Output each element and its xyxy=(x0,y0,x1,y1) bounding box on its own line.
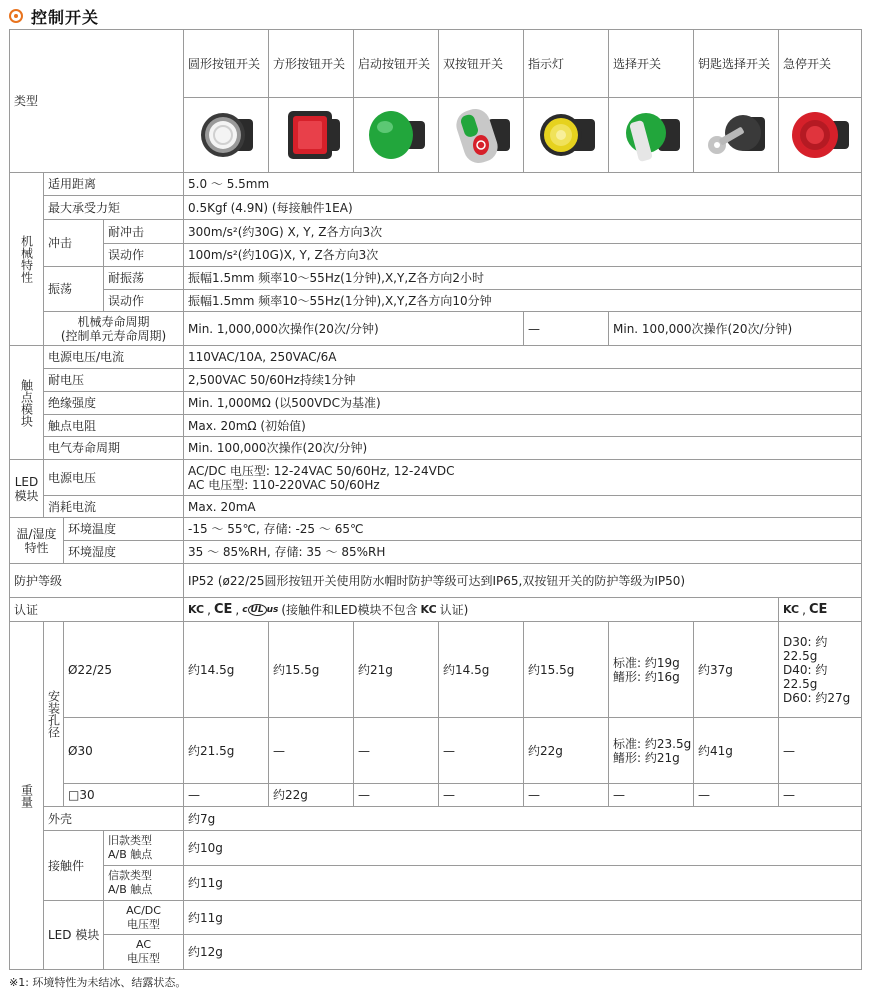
led-power-value: AC/DC 电压型: 12-24VAC 50/60Hz, 12-24VDC AC 电压型: 110-220VAC 50/60Hz xyxy=(184,460,862,496)
mount-group-label: 安装孔径 xyxy=(44,622,64,807)
mech-life-value: Min. 1,000,000次操作(20次/分钟) xyxy=(184,312,524,346)
weight-cell: — xyxy=(439,718,524,784)
protection-value: IP52 (ø22/25圆形按钮开关使用防水帽时防护等级可达到IP65,双按钮开关的防护等级为IP50) xyxy=(184,564,862,598)
cert-value-estop: KC , CE xyxy=(779,598,862,622)
resistance-label: 触点电阻 xyxy=(44,415,184,437)
led-group-label: LED 模块 xyxy=(10,460,44,518)
selector-switch-icon xyxy=(609,98,694,173)
emergency-stop-icon xyxy=(779,98,862,173)
new-contact-label: 信款类型 A/B 触点 xyxy=(104,866,184,901)
sq30-label: □30 xyxy=(64,784,184,807)
type-col-header: 急停开关 xyxy=(779,30,862,98)
ac-label: AC 电压型 xyxy=(104,935,184,970)
weight-cell: 约37g xyxy=(694,622,779,718)
contact-power-label: 电源电压/电流 xyxy=(44,346,184,369)
square-pushbutton-icon xyxy=(269,98,354,173)
weight-cell: — xyxy=(779,784,862,807)
dual-pushbutton-icon xyxy=(439,98,524,173)
insulation-label: 绝缘强度 xyxy=(44,392,184,415)
weight-cell: 约14.5g xyxy=(184,622,269,718)
page-title: 控制开关 xyxy=(31,7,100,27)
weight-cell: — xyxy=(354,718,439,784)
weight-cell: 约15.5g xyxy=(269,622,354,718)
footnote: ※1: 环境特性为未结冰、结露状态。 xyxy=(9,976,187,989)
type-col-header: 圆形按钮开关 xyxy=(184,30,269,98)
shock-mis-label: 误动作 xyxy=(104,244,184,267)
acdc-label: AC/DC 电压型 xyxy=(104,901,184,935)
distance-label: 适用距离 xyxy=(44,173,184,196)
weight-cell: 约21g xyxy=(354,622,439,718)
cert-value: KC , CE , c UL us (接触件和LED模块不包含 KC 认证) xyxy=(184,598,779,622)
new-contact-value: 约11g xyxy=(184,866,862,901)
weight-cell: — xyxy=(609,784,694,807)
target-bullet-icon xyxy=(9,9,23,23)
cert-note: (接触件和LED模块不包含 xyxy=(281,602,418,617)
type-row-label: 类型 xyxy=(10,30,184,173)
force-value: 0.5Kgf (4.9N) (每接触件1EA) xyxy=(184,196,862,220)
kc-mark-icon: KC xyxy=(783,602,800,616)
protection-label: 防护等级 xyxy=(10,564,184,598)
weight-cell: 约22g xyxy=(269,784,354,807)
mech-life-label: 机械寿命周期 (控制单元寿命周期) xyxy=(44,312,184,346)
shock-endure-value: 300m/s²(约30G) X, Y, Z各方向3次 xyxy=(184,220,862,244)
old-contact-label: 旧款类型 A/B 触点 xyxy=(104,831,184,866)
type-col-header: 指示灯 xyxy=(524,30,609,98)
contact-power-value: 110VAC/10A, 250VAC/6A xyxy=(184,346,862,369)
mech-life-value: — xyxy=(524,312,609,346)
mech-life-value: Min. 100,000次操作(20次/分钟) xyxy=(609,312,862,346)
weight-cell: 约41g xyxy=(694,718,779,784)
kc-mark-icon: KC xyxy=(420,602,437,616)
weight-cell: 约15.5g xyxy=(524,622,609,718)
temp-label: 环境温度 xyxy=(64,518,184,541)
weight-cell: — xyxy=(269,718,354,784)
weight-cell: — xyxy=(694,784,779,807)
weight-cell: — xyxy=(524,784,609,807)
elec-life-value: Min. 100,000次操作(20次/分钟) xyxy=(184,437,862,460)
led-current-value: Max. 20mA xyxy=(184,496,862,518)
type-col-header: 钥匙选择开关 xyxy=(694,30,779,98)
withstand-label: 耐电压 xyxy=(44,369,184,392)
weight-cell: 标准: 约19g 鳍形: 约16g xyxy=(609,622,694,718)
pilot-lamp-icon xyxy=(524,98,609,173)
vib-endure-label: 耐振荡 xyxy=(104,267,184,290)
case-value: 约7g xyxy=(184,807,862,831)
kc-mark-icon: KC xyxy=(188,602,205,616)
shock-label: 冲击 xyxy=(44,220,104,267)
ac-value: 约12g xyxy=(184,935,862,970)
vib-endure-value: 振幅1.5mm 频率10～55Hz(1分钟),X,Y,Z各方向2小时 xyxy=(184,267,862,290)
weight-cell: — xyxy=(779,718,862,784)
acdc-value: 约11g xyxy=(184,901,862,935)
weight-cell: — xyxy=(184,784,269,807)
contact-group-label: 触点模块 xyxy=(10,346,44,460)
ce-mark-icon: CE xyxy=(213,601,233,617)
led-weight-label: LED 模块 xyxy=(44,901,104,970)
weight-cell: 约22g xyxy=(524,718,609,784)
type-col-header: 选择开关 xyxy=(609,30,694,98)
mechanical-group-label: 机械特性 xyxy=(10,173,44,346)
ce-mark-icon: CE xyxy=(808,601,828,617)
env-group-label: 温/湿度 特性 xyxy=(10,518,64,564)
section-header xyxy=(9,4,99,28)
d30-label: Ø30 xyxy=(64,718,184,784)
type-col-header: 方形按钮开关 xyxy=(269,30,354,98)
shock-mis-value: 100m/s²(约10G)X, Y, Z各方向3次 xyxy=(184,244,862,267)
distance-value: 5.0 ～ 5.5mm xyxy=(184,173,862,196)
d22-label: Ø22/25 xyxy=(64,622,184,718)
mushroom-start-button-icon xyxy=(354,98,439,173)
vib-mis-value: 振幅1.5mm 频率10～55Hz(1分钟),X,Y,Z各方向10分钟 xyxy=(184,290,862,312)
humid-label: 环境湿度 xyxy=(64,541,184,564)
case-label: 外壳 xyxy=(44,807,184,831)
shock-endure-label: 耐冲击 xyxy=(104,220,184,244)
weight-cell: — xyxy=(354,784,439,807)
weight-group-label: 重量 xyxy=(10,622,44,970)
led-power-label: 电源电压 xyxy=(44,460,184,496)
weight-cell: 标准: 约23.5g 鳍形: 约21g xyxy=(609,718,694,784)
old-contact-value: 约10g xyxy=(184,831,862,866)
insulation-value: Min. 1,000MΩ (以500VDC为基准) xyxy=(184,392,862,415)
key-selector-switch-icon xyxy=(694,98,779,173)
force-label: 最大承受力矩 xyxy=(44,196,184,220)
cert-note-tail: 认证) xyxy=(439,602,469,617)
weight-cell: — xyxy=(439,784,524,807)
elec-life-label: 电气寿命周期 xyxy=(44,437,184,460)
withstand-value: 2,500VAC 50/60Hz持续1分钟 xyxy=(184,369,862,392)
weight-cell: D30: 约22.5g D40: 约22.5g D60: 约27g xyxy=(779,622,862,718)
round-pushbutton-icon xyxy=(184,98,269,173)
humid-value: 35 ～ 85%RH, 存储: 35 ～ 85%RH xyxy=(184,541,862,564)
cert-label: 认证 xyxy=(10,598,184,622)
weight-cell: 约14.5g xyxy=(439,622,524,718)
led-current-label: 消耗电流 xyxy=(44,496,184,518)
contact-weight-label: 接触件 xyxy=(44,831,104,901)
vib-mis-label: 误动作 xyxy=(104,290,184,312)
resistance-value: Max. 20mΩ (初始值) xyxy=(184,415,862,437)
vibration-label: 振荡 xyxy=(44,267,104,312)
temp-value: -15 ～ 55℃, 存储: -25 ～ 65℃ xyxy=(184,518,862,541)
cul-us-mark-icon: c UL us xyxy=(242,604,279,615)
weight-cell: 约21.5g xyxy=(184,718,269,784)
type-col-header: 启动按钮开关 xyxy=(354,30,439,98)
type-col-header: 双按钮开关 xyxy=(439,30,524,98)
